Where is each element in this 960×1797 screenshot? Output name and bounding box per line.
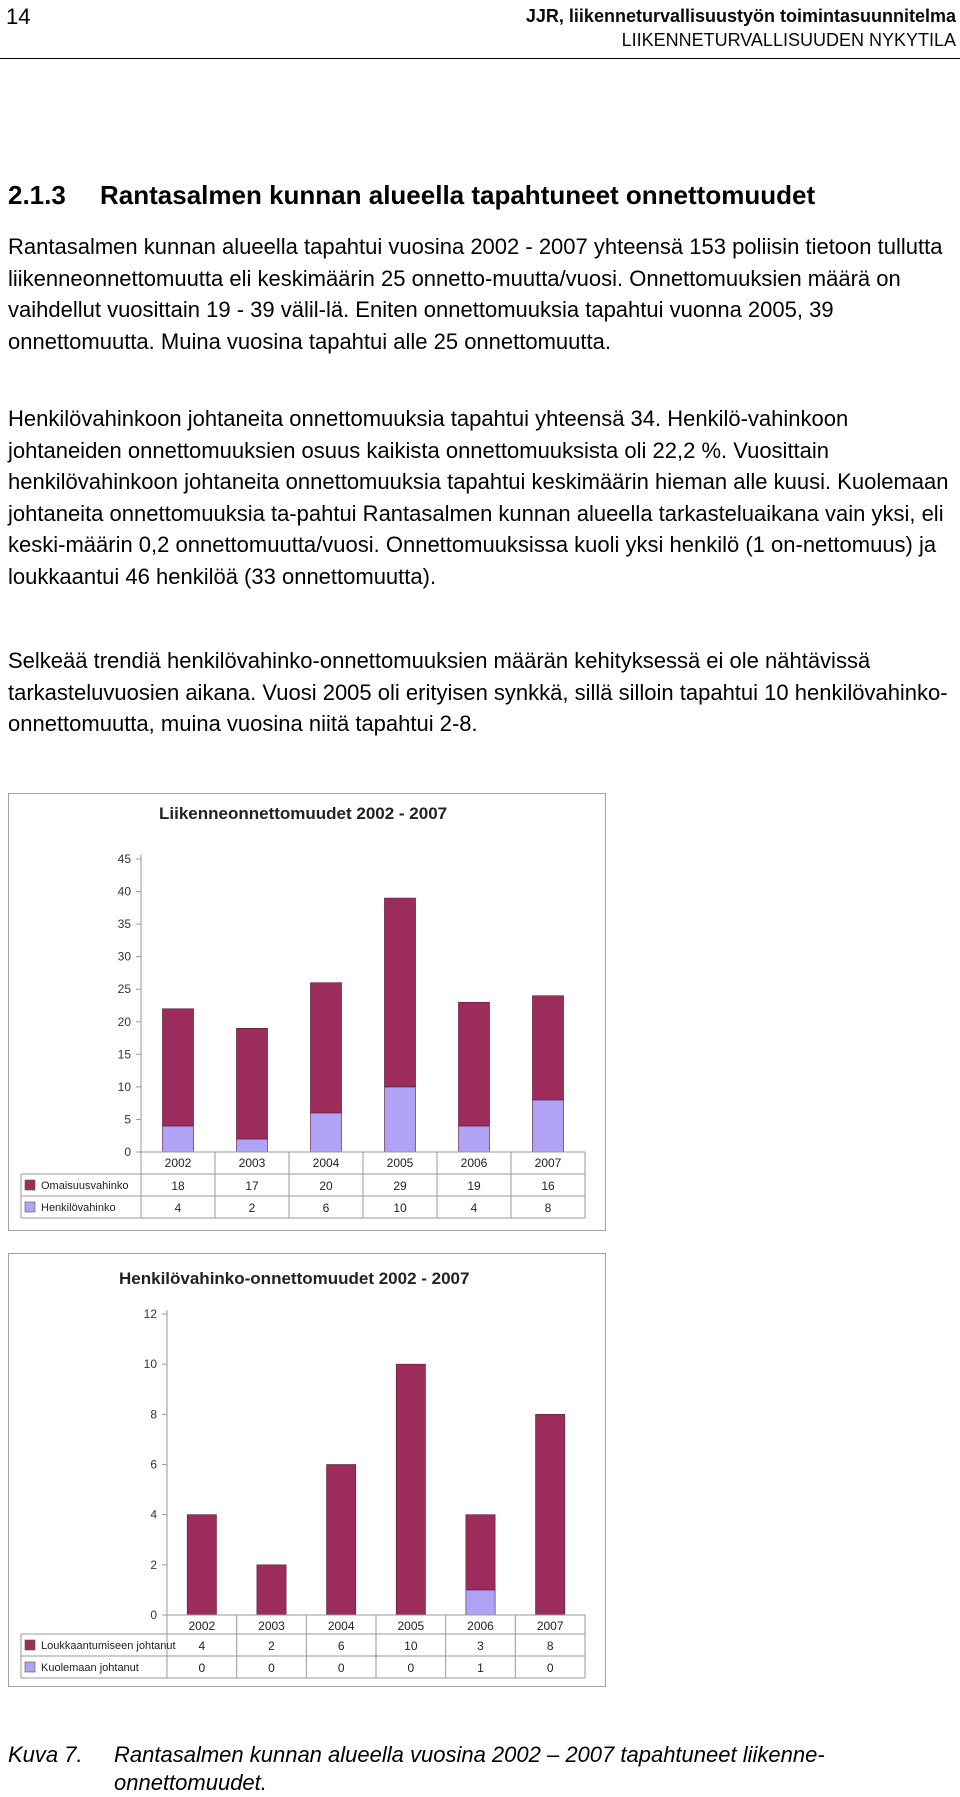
legend-label: Loukkaantumiseen johtanut (41, 1640, 176, 1652)
x-category-label: 2007 (536, 1619, 564, 1633)
bar-henkil-vahinko-2006 (458, 1126, 489, 1152)
y-tick-label: 8 (150, 1407, 157, 1422)
chart-title: Henkilövahinko-onnettomuudet 2002 - 2007 (119, 1269, 470, 1288)
x-category-label: 2004 (312, 1156, 340, 1170)
table-value: 0 (407, 1661, 415, 1675)
bar-omaisuusvahinko-2006 (458, 1002, 489, 1126)
bar-omaisuusvahinko-2002 (162, 1009, 193, 1126)
y-tick-label: 35 (117, 917, 131, 932)
table-value: 4 (174, 1201, 182, 1215)
bar-loukkaantumiseen-johtanut-2003 (257, 1565, 286, 1615)
y-tick-label: 12 (143, 1307, 157, 1321)
paragraph-1: Rantasalmen kunnan alueella tapahtui vuosina 2002 - 2007 yhteensä 153 poliisin tietoon tullutta liikenneonnettomuutta eli keskimäärin 25 onnetto-muutta/vuosi. Onnettomuuksien määrä on vaihdellut vuosittain 19 - 39 välil-lä. Eniten onnettomuuksia tapahtui vuonna 2005, 39 onnettomuutta. Muina vuosina tapahtui alle 25 onnettomuutta. (8, 234, 943, 354)
x-category-label: 2006 (460, 1156, 488, 1170)
legend-label: Omaisuusvahinko (41, 1180, 129, 1192)
bar-henkil-vahinko-2003 (236, 1139, 267, 1152)
x-category-label: 2007 (534, 1156, 562, 1170)
x-category-label: 2002 (164, 1156, 192, 1170)
y-tick-label: 20 (117, 1014, 131, 1029)
table-value: 18 (171, 1179, 185, 1193)
table-value: 2 (248, 1201, 256, 1215)
table-value: 4 (198, 1639, 206, 1653)
y-tick-label: 10 (143, 1357, 157, 1372)
bar-loukkaantumiseen-johtanut-2002 (187, 1515, 216, 1615)
chapter-title: LIIKENNETURVALLISUUDEN NYKYTILA (621, 30, 956, 50)
figure-caption (8, 1741, 952, 1797)
paragraph-3: Selkeää trendiä henkilövahinko-onnettomuuksien määrän kehityksessä ei ole nähtävissä tarkasteluvuosien aikana. Vuosi 2005 oli erityisen synkkä, sillä silloin tapahtui 10 henkilövahinko-onnettomuutta, muina vuosina niitä tapahtui 2-8. (8, 648, 948, 736)
table-value: 6 (322, 1201, 330, 1215)
y-tick-label: 5 (124, 1112, 131, 1127)
y-tick-label: 25 (117, 982, 131, 997)
bar-omaisuusvahinko-2003 (236, 1028, 267, 1139)
bar-omaisuusvahinko-2005 (384, 898, 415, 1087)
section-number: 2.1.3 (8, 180, 66, 210)
y-tick-label: 10 (117, 1079, 131, 1094)
table-value: 8 (544, 1201, 552, 1215)
table-value: 0 (337, 1661, 345, 1675)
table-value: 20 (319, 1179, 333, 1193)
chart-injury-svg (9, 1254, 605, 1686)
bar-omaisuusvahinko-2007 (532, 996, 563, 1100)
x-category-label: 2006 (467, 1619, 494, 1633)
table-value: 10 (393, 1201, 407, 1215)
bar-henkil-vahinko-2002 (162, 1126, 193, 1152)
table-value: 6 (337, 1639, 345, 1653)
table-value: 0 (268, 1661, 275, 1675)
legend-label: Henkilövahinko (41, 1202, 116, 1214)
y-tick-label: 40 (117, 884, 131, 899)
table-value: 4 (470, 1201, 478, 1215)
legend-swatch (25, 1662, 35, 1672)
bar-omaisuusvahinko-2004 (310, 983, 341, 1113)
y-tick-label: 45 (117, 852, 131, 866)
x-category-label: 2005 (397, 1619, 425, 1633)
legend-swatch (25, 1640, 35, 1650)
page-number: 14 (6, 4, 31, 29)
chart-title: Liikenneonnettomuudet 2002 - 2007 (159, 804, 448, 823)
y-tick-label: 30 (117, 949, 131, 964)
bar-loukkaantumiseen-johtanut-2005 (396, 1364, 425, 1615)
table-value: 19 (467, 1179, 481, 1193)
x-category-label: 2002 (188, 1619, 216, 1633)
y-tick-label: 6 (150, 1457, 157, 1472)
table-value: 8 (546, 1639, 554, 1653)
table-value: 16 (541, 1179, 555, 1193)
bar-loukkaantumiseen-johtanut-2004 (327, 1465, 356, 1616)
table-value: 29 (393, 1179, 407, 1193)
bar-henkil-vahinko-2007 (532, 1100, 563, 1152)
paragraph-2: Henkilövahinkoon johtaneita onnettomuuksia tapahtui yhteensä 34. Henkilö-vahinkoon johtaneiden onnettomuuksien osuus kaikista onnettomuuksista oli 22,2 %. Vuosittain henkilövahinkoon johtaneita onnettomuuksia tapahtui keskimäärin hieman alle kuusi. Kuolemaan johtaneita onnettomuuksia ta-pahtui Rantasalmen kunnan alueella tarkasteluaikana vain yksi, eli keski-määrin 0,2 onnettomuutta/vuosi. Onnettomuuksissa kuoli yksi henkilö (1 on-nettomuus) ja loukkaantui 46 henkilöä (33 onnettomuutta). (8, 406, 949, 589)
caption-label: Kuva 7. (8, 1742, 83, 1767)
caption-text: Rantasalmen kunnan alueella vuosina 2002 – 2007 tapahtuneet liikenne-onnettomuudet. (114, 1742, 825, 1795)
x-category-label: 2003 (238, 1156, 266, 1170)
section-heading (8, 180, 815, 211)
y-tick-label: 2 (150, 1557, 157, 1572)
table-value: 17 (245, 1179, 259, 1193)
table-value: 0 (546, 1661, 554, 1675)
bar-loukkaantumiseen-johtanut-2006 (466, 1515, 495, 1590)
chart-accidents-svg (9, 794, 605, 1230)
x-category-label: 2003 (258, 1619, 285, 1633)
chart-injury-accidents (8, 1253, 606, 1687)
chart-accidents (8, 793, 606, 1231)
table-value: 1 (477, 1661, 484, 1675)
table-value: 0 (198, 1661, 206, 1675)
running-header (526, 4, 956, 52)
y-tick-label: 15 (117, 1047, 131, 1062)
y-tick-label: 0 (150, 1608, 157, 1622)
bar-henkil-vahinko-2004 (310, 1113, 341, 1152)
y-tick-label: 0 (124, 1145, 131, 1159)
legend-label: Kuolemaan johtanut (41, 1662, 139, 1674)
section-title: Rantasalmen kunnan alueella tapahtuneet onnettomuudet (100, 180, 816, 210)
document-title: JJR, liikenneturvallisuustyön toimintasuunnitelma (525, 6, 956, 26)
y-tick-label: 4 (150, 1507, 157, 1522)
x-category-label: 2004 (327, 1619, 355, 1633)
table-value: 10 (404, 1639, 418, 1653)
bar-loukkaantumiseen-johtanut-2007 (536, 1414, 565, 1615)
bar-henkil-vahinko-2005 (384, 1087, 415, 1152)
table-value: 2 (268, 1639, 275, 1653)
header-rule (0, 58, 960, 59)
bar-kuolemaan-johtanut-2006 (466, 1590, 495, 1615)
legend-swatch (25, 1180, 35, 1190)
legend-swatch (25, 1202, 35, 1212)
table-value: 3 (477, 1639, 484, 1653)
x-category-label: 2005 (386, 1156, 414, 1170)
